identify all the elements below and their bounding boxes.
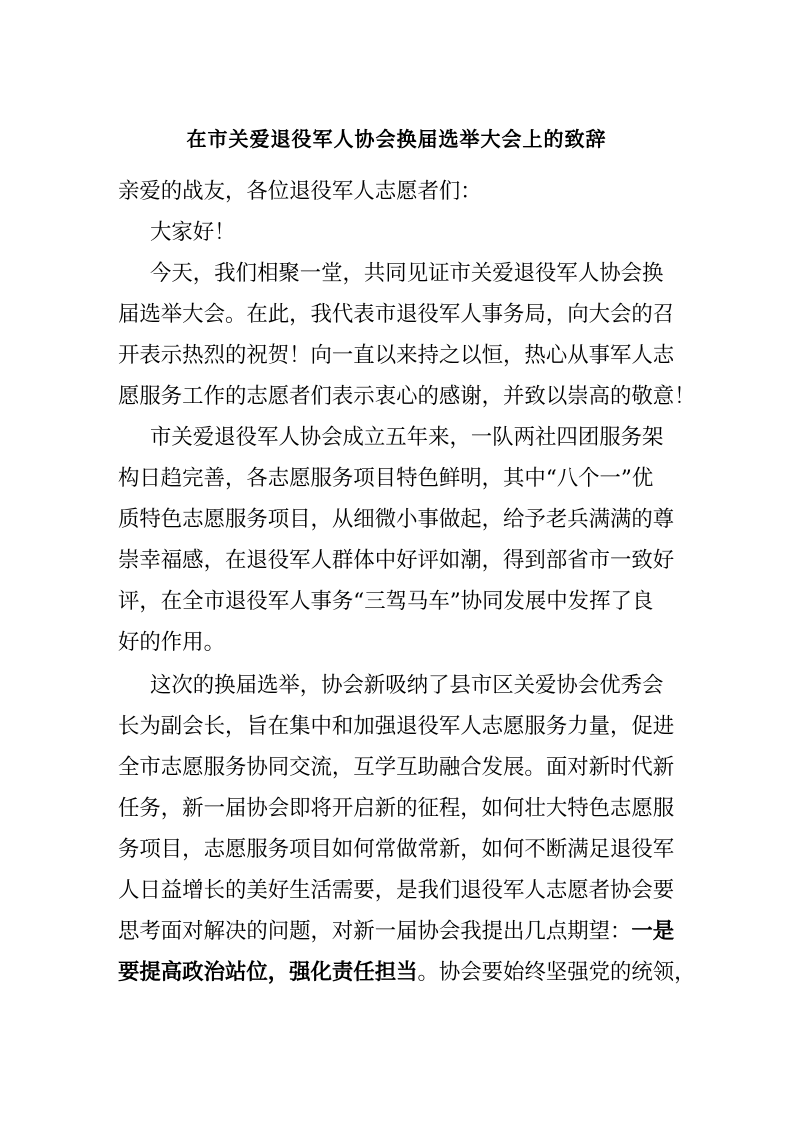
body-line: 今天，我们相聚一堂，共同见证市关爱退役军人协会换 <box>150 261 664 286</box>
body-line: 开表示热烈的祝贺！向一直以来持之以恒，热心从事军人志 <box>118 343 675 368</box>
body-line: 好的作用。 <box>118 630 225 655</box>
body-line: 质特色志愿服务项目，从细微小事做起，给予老兵满满的尊 <box>118 507 675 532</box>
body-line: 这次的换届选举，协会新吸纳了县市区关爱协会优秀会 <box>150 673 664 698</box>
emphasis-text: 要提高政治站位，强化责任担当 <box>118 960 418 985</box>
body-line <box>118 917 698 947</box>
body-line: 任务，新一届协会即将开启新的征程，如何壮大特色志愿服 <box>118 796 675 821</box>
body-line: 愿服务工作的志愿者们表示衷心的感谢，并致以崇高的敬意！ <box>118 384 696 409</box>
greeting: 大家好！ <box>150 220 236 245</box>
body-line: 全市志愿服务协同交流，互学互助融合发展。面对新时代新 <box>118 755 675 780</box>
body-text: 。协会要始终坚强党的统领， <box>417 960 696 985</box>
body-line: 评，在全市退役军人事务“三驾马车”协同发展中发挥了良 <box>118 589 654 614</box>
body-line <box>118 958 698 988</box>
body-line: 届选举大会。在此，我代表市退役军人事务局，向大会的召 <box>118 302 675 327</box>
emphasis-text: 一是 <box>631 919 675 944</box>
document-title: 在市关爱退役军人协会换届选举大会上的致辞 <box>186 127 607 151</box>
body-line: 长为副会长，旨在集中和加强退役军人志愿服务力量，促进 <box>118 714 675 739</box>
body-line: 崇幸福感，在退役军人群体中好评如潮，得到部省市一致好 <box>118 548 675 573</box>
body-line: 务项目，志愿服务项目如何常做常新，如何不断满足退役军 <box>118 837 675 862</box>
salutation: 亲爱的战友，各位退役军人志愿者们： <box>118 179 482 204</box>
body-text: 思考面对解决的问题，对新一届协会我提出几点期望： <box>118 919 632 944</box>
body-line: 市关爱退役军人协会成立五年来，一队两社四团服务架 <box>150 425 664 450</box>
body-line: 人日益增长的美好生活需要，是我们退役军人志愿者协会要 <box>118 878 675 903</box>
body-line: 构日趋完善，各志愿服务项目特色鲜明，其中“八个一”优 <box>118 466 654 491</box>
